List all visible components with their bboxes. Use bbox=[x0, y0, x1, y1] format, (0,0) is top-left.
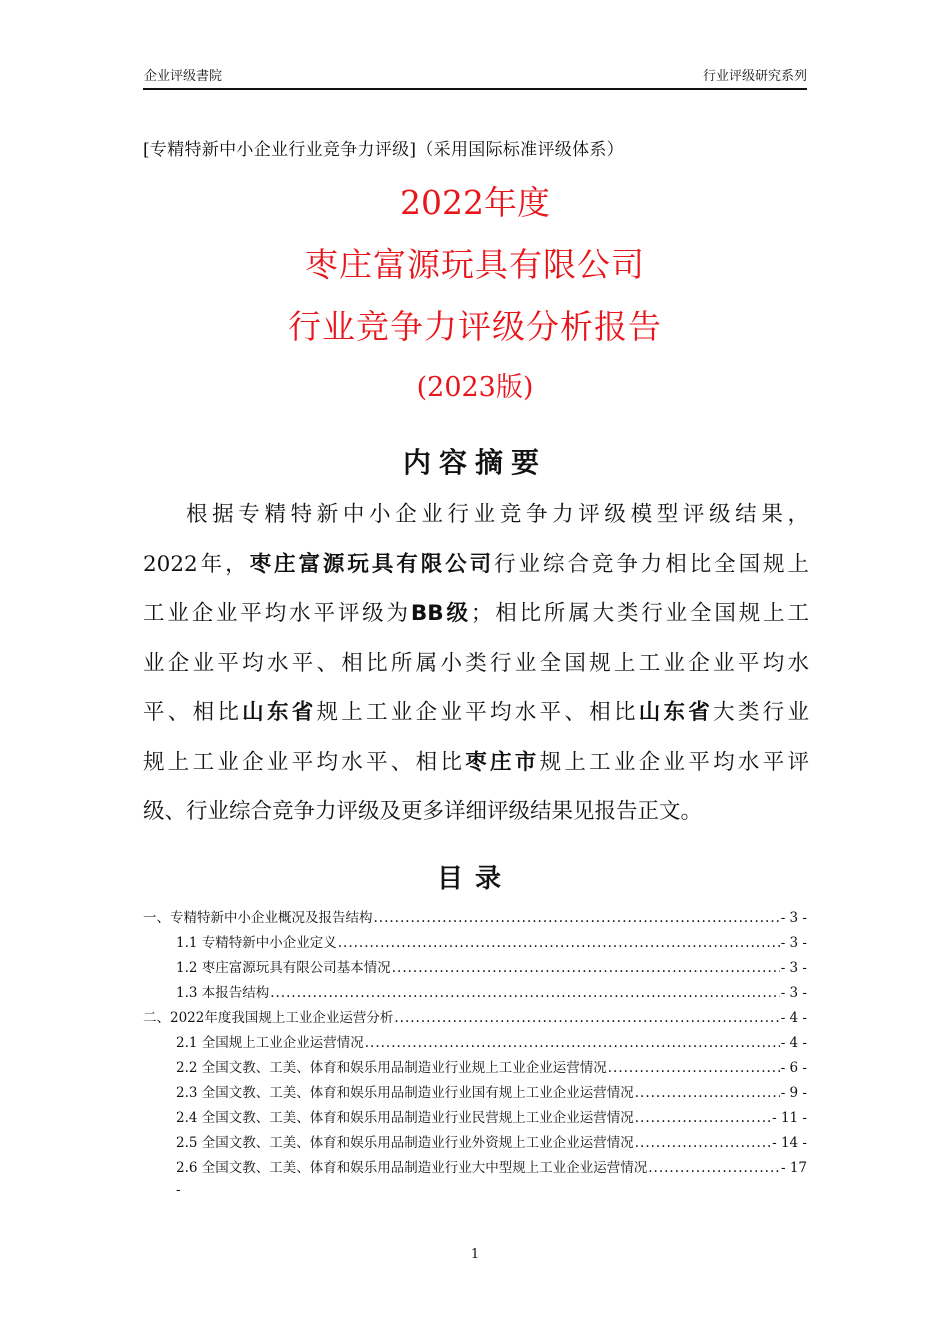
toc-entry[interactable] bbox=[143, 1056, 807, 1081]
summary-line bbox=[143, 688, 809, 738]
toc-entry-page: - 4 - bbox=[780, 1010, 807, 1026]
toc-heading: 目录 bbox=[436, 864, 513, 894]
header-series: 行业评级研究系列 bbox=[702, 69, 807, 84]
table-of-contents bbox=[143, 906, 807, 1199]
page-number: 1 bbox=[470, 1247, 480, 1262]
toc-leader-dots bbox=[270, 981, 779, 1006]
toc-entry[interactable] bbox=[143, 1106, 807, 1131]
summary-line bbox=[143, 490, 809, 540]
toc-entry-page: - 3 - bbox=[780, 985, 807, 1001]
summary-text: 行业综合竞争力相比全国规上 bbox=[494, 551, 809, 577]
summary-line bbox=[143, 540, 809, 590]
toc-entry[interactable] bbox=[143, 956, 807, 981]
title-company: 枣庄富源玩具有限公司 bbox=[305, 245, 645, 284]
toc-entry[interactable] bbox=[143, 931, 807, 956]
toc-entry-label: 2.5 全国文教、工美、体育和娱乐用品制造业行业外资规上工业企业运营情况 bbox=[176, 1135, 634, 1151]
summary-text: 业企业平均水平、相比所属小类行业全国规上工业企业平均水 bbox=[143, 650, 809, 676]
toc-entry-label: 1.3 本报告结构 bbox=[176, 985, 270, 1001]
page-header bbox=[143, 68, 807, 90]
toc-entry-label: 2.1 全国规上工业企业运营情况 bbox=[176, 1035, 364, 1051]
toc-entry[interactable] bbox=[143, 1131, 807, 1156]
summary-text: 规上工业企业平均水平、相比 bbox=[316, 700, 639, 725]
toc-entry[interactable] bbox=[143, 906, 807, 931]
toc-entry-label: 一、专精特新中小企业概况及报告结构 bbox=[143, 910, 373, 926]
toc-entry-page: - 11 - bbox=[772, 1110, 807, 1126]
toc-entry-label: 1.2 枣庄富源玩具有限公司基本情况 bbox=[176, 960, 391, 976]
summary-heading: 内容摘要 bbox=[402, 446, 547, 479]
toc-entry-page: - 6 - bbox=[780, 1060, 807, 1076]
summary-highlight: 枣庄市 bbox=[465, 749, 540, 775]
summary-highlight: 山东省 bbox=[638, 700, 714, 725]
toc-entry-page: - 17 bbox=[780, 1160, 807, 1176]
toc-entry[interactable] bbox=[143, 1081, 807, 1106]
toc-leader-dots bbox=[635, 1081, 780, 1106]
summary-text: 大类行业 bbox=[713, 700, 809, 725]
toc-entry-page: - 9 - bbox=[780, 1085, 807, 1101]
toc-leader-dots bbox=[392, 956, 780, 981]
toc-leader-dots bbox=[635, 1131, 771, 1156]
title-year: 2022年度 bbox=[400, 183, 550, 222]
summary-text: 2022年， bbox=[143, 551, 250, 577]
title-edition: (2023版) bbox=[416, 372, 534, 403]
toc-entry-page: - 3 - bbox=[780, 960, 807, 976]
toc-entry-label: 2.3 全国文教、工美、体育和娱乐用品制造业行业国有规上工业企业运营情况 bbox=[176, 1085, 634, 1101]
toc-entry[interactable] bbox=[143, 1006, 807, 1031]
toc-leader-dots bbox=[338, 931, 780, 956]
summary-text: 平、相比 bbox=[143, 700, 243, 725]
summary-highlight: BB级 bbox=[410, 601, 471, 626]
toc-leader-dots bbox=[394, 1006, 779, 1031]
summary-text: 规上工业企业平均水平、相比 bbox=[143, 749, 466, 775]
toc-leader-dots bbox=[365, 1031, 780, 1056]
toc-entry-page-wrap: - bbox=[176, 1182, 181, 1198]
toc-entry-page: - 14 - bbox=[772, 1135, 807, 1151]
toc-entry-page: - 3 - bbox=[780, 935, 807, 951]
summary-line bbox=[143, 787, 809, 837]
summary-line bbox=[143, 589, 809, 639]
summary-text: 工业企业平均水平评级为 bbox=[143, 601, 411, 626]
toc-entry-page: - 4 - bbox=[780, 1035, 807, 1051]
toc-entry[interactable] bbox=[143, 1031, 807, 1056]
summary-line bbox=[143, 639, 809, 689]
toc-entry-label: 2.2 全国文教、工美、体育和娱乐用品制造业行业规上工业企业运营情况 bbox=[176, 1060, 607, 1076]
toc-leader-dots bbox=[608, 1056, 780, 1081]
toc-entry-page: - 3 - bbox=[780, 910, 807, 926]
summary-highlight: 枣庄富源玩具有限公司 bbox=[249, 551, 495, 577]
toc-entry-label: 二、2022年度我国规上工业企业运营分析 bbox=[143, 1010, 394, 1026]
title-report: 行业竞争力评级分析报告 bbox=[288, 307, 662, 346]
toc-leader-dots bbox=[635, 1106, 771, 1131]
summary-text: ；相比所属大类行业全国规上工 bbox=[470, 601, 809, 626]
toc-entry-label: 2.4 全国文教、工美、体育和娱乐用品制造业行业民营规上工业企业运营情况 bbox=[176, 1110, 634, 1126]
summary-text: 级、行业综合竞争力评级及更多详细评级结果见报告正文。 bbox=[143, 799, 703, 824]
toc-entry-label: 2.6 全国文教、工美、体育和娱乐用品制造业行业大中型规上工业企业运营情况 bbox=[176, 1160, 648, 1176]
summary-text: 根据专精特新中小企业行业竞争力评级模型评级结果， bbox=[186, 502, 809, 527]
header-publisher: 企业评级書院 bbox=[144, 69, 223, 84]
series-tag: [专精特新中小企业行业竞争力评级]（采用国际标准评级体系） bbox=[143, 140, 624, 160]
toc-leader-dots bbox=[374, 906, 780, 931]
summary-highlight: 山东省 bbox=[242, 700, 317, 725]
toc-entry[interactable] bbox=[143, 1156, 807, 1181]
toc-entry[interactable] bbox=[143, 981, 807, 1006]
summary-paragraph bbox=[143, 490, 809, 837]
summary-text: 规上工业企业平均水平评 bbox=[539, 749, 809, 775]
toc-leader-dots bbox=[648, 1156, 780, 1181]
toc-entry-label: 1.1 专精特新中小企业定义 bbox=[176, 935, 337, 951]
summary-line bbox=[143, 738, 809, 788]
